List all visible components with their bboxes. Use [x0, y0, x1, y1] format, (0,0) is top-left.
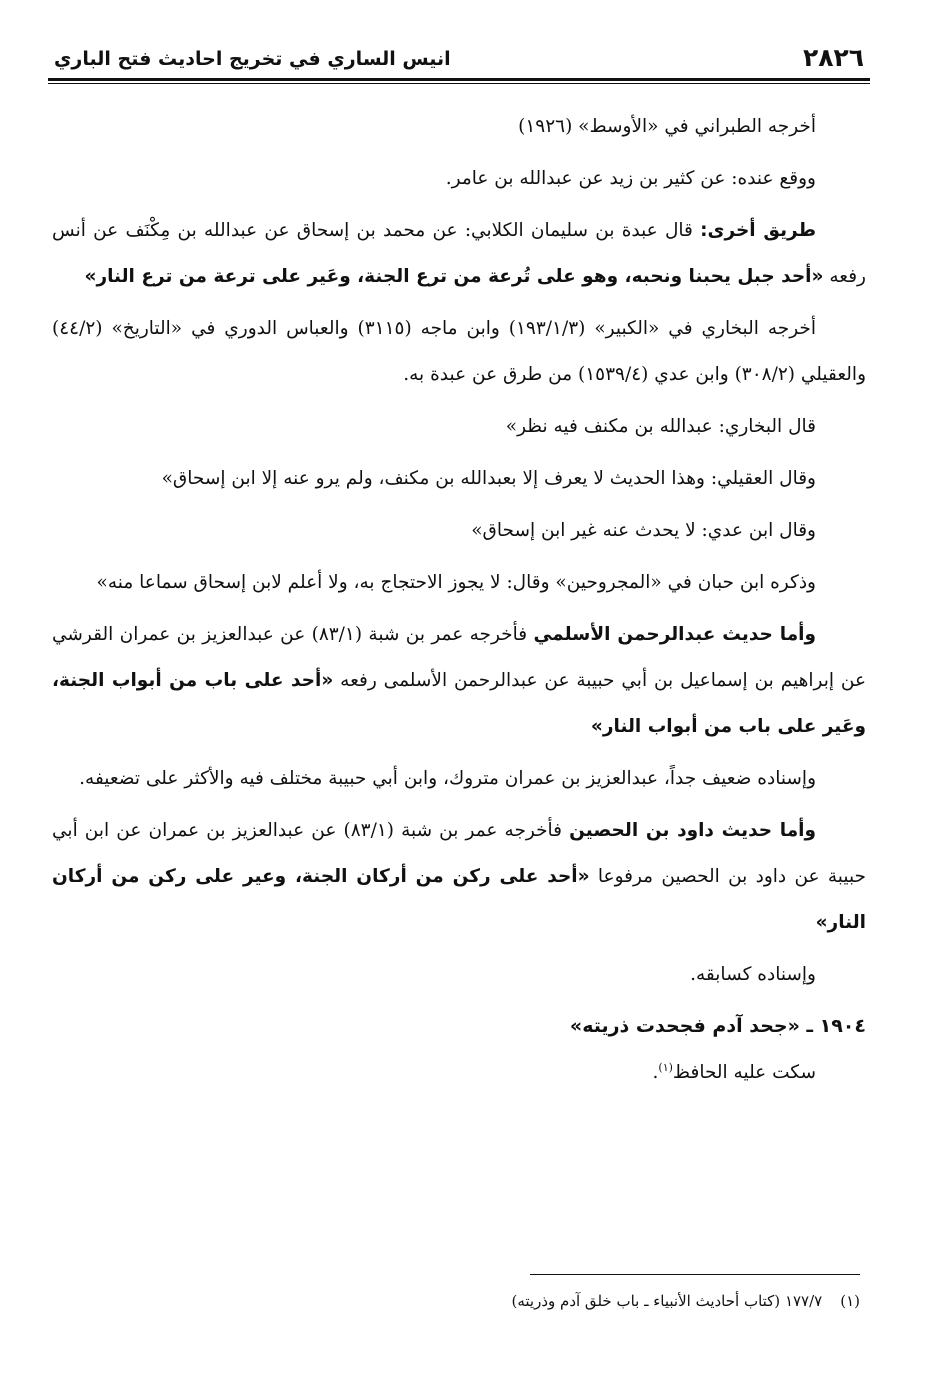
paragraph-text: قال عبدة بن سليمان الكلابي: عن محمد بن إسحاق عن عبدالله بن مِكْنَف عن أنس رفعه	[52, 220, 866, 287]
paragraph-bukhari-quote	[52, 404, 866, 450]
paragraph-tabarani	[52, 104, 866, 150]
paragraph-text: أخرجه البخاري في «الكبير» (١٩٣/١/٣) وابن ماجه (٣١١٥) والعباس الدوري في «التاريخ» (٤٤/٢) والعقيلي (٣٠٨/٢) وابن عدي (١٥٣٩/٤) من طرق عن عبدة به.	[52, 318, 866, 385]
paragraph-text: أخرجه الطبراني في «الأوسط» (١٩٢٦)	[518, 116, 816, 137]
running-header	[48, 36, 870, 74]
page-body	[48, 104, 870, 1096]
hadith-text: «أحد جبل يحبنا ونحبه، وهو على تُرعة من ترع الجنة، وعَير على ترعة من ترع النار»	[84, 266, 824, 287]
paragraph-text: وقال ابن عدي: لا يحدث عنه غير ابن إسحاق»	[471, 520, 816, 541]
paragraph-isnad-same	[52, 952, 866, 998]
paragraph-text: فأخرجه عمر بن شبة (٨٣/١) عن عبدالعزيز بن عمران القرشي عن إبراهيم بن إسماعيل بن أبي حبيبة عن عبدالرحمن الأسلمى رفعه	[52, 624, 866, 691]
hadith-text: «أحد على باب من أبواب الجنة، وعَير على باب من أبواب النار»	[52, 670, 866, 737]
paragraph-uqayli-quote	[52, 456, 866, 502]
paragraph-end: .	[652, 1062, 659, 1083]
footnote-reference: (١)	[658, 1060, 673, 1074]
book-page	[48, 36, 870, 1366]
paragraph-entry-note	[52, 1050, 866, 1096]
entry-hadith: «جحد آدم فجحدت ذريته»	[569, 1015, 800, 1037]
footnote-number: (١)	[840, 1292, 860, 1310]
header-rule	[48, 78, 870, 84]
paragraph-another-route	[52, 208, 866, 300]
section-label: وأما حديث عبدالرحمن الأسلمي	[533, 624, 816, 645]
paragraph-ibn-adi-quote	[52, 508, 866, 554]
paragraph-takhrij	[52, 306, 866, 398]
paragraph-aslami-hadith	[52, 612, 866, 750]
paragraph-text: ووقع عنده: عن كثير بن زيد عن عبدالله بن عامر.	[445, 168, 816, 189]
footnote	[512, 1288, 861, 1314]
paragraph-text: وذكره ابن حبان في «المجروحين» وقال: لا يجوز الاحتجاج به، ولا أعلم لابن إسحاق سماعا منه»	[96, 572, 816, 593]
paragraph-isnad-weak	[52, 756, 866, 802]
entry-number: ١٩٠٤	[819, 1015, 866, 1037]
paragraph-text: سكت عليه الحافظ	[672, 1062, 816, 1083]
paragraph-text: وقال العقيلي: وهذا الحديث لا يعرف إلا بعبدالله بن مكنف، ولم يرو عنه إلا ابن إسحاق»	[161, 468, 816, 489]
footnote-rule	[530, 1274, 860, 1275]
entry-heading	[52, 1004, 866, 1048]
paragraph-dawud-hadith	[52, 808, 866, 946]
paragraph-text: وإسناده كسابقه.	[690, 964, 816, 985]
paragraph-ibn-hibban-quote	[52, 560, 866, 606]
section-label: طريق أخرى:	[700, 220, 816, 241]
paragraph-text: فأخرجه عمر بن شبة (٨٣/١) عن عبدالعزيز بن عمران عن ابن أبي حبيبة عن داود بن الحصين مرفوعا	[52, 820, 866, 887]
paragraph-text: وإسناده ضعيف جداً، عبدالعزيز بن عمران متروك، وابن أبي حبيبة مختلف فيه والأكثر على تضعيفه.	[79, 768, 816, 789]
section-label: وأما حديث داود بن الحصين	[569, 820, 817, 841]
paragraph-text: قال البخاري: عبدالله بن مكنف فيه نظر»	[505, 416, 816, 437]
book-title: انيس الساري في تخريج احاديث فتح الباري	[54, 48, 451, 70]
hadith-text: «أحد على ركن من أركان الجنة، وعير على ركن من أركان النار»	[52, 866, 866, 933]
page-number: ٢٨٢٦	[802, 43, 864, 72]
paragraph-chain-note	[52, 156, 866, 202]
entry-dash: ـ	[799, 1015, 820, 1037]
footnote-text: ١٧٧/٧ (كتاب أحاديث الأنبياء ـ باب خلق آدم وذريته)	[511, 1292, 823, 1310]
